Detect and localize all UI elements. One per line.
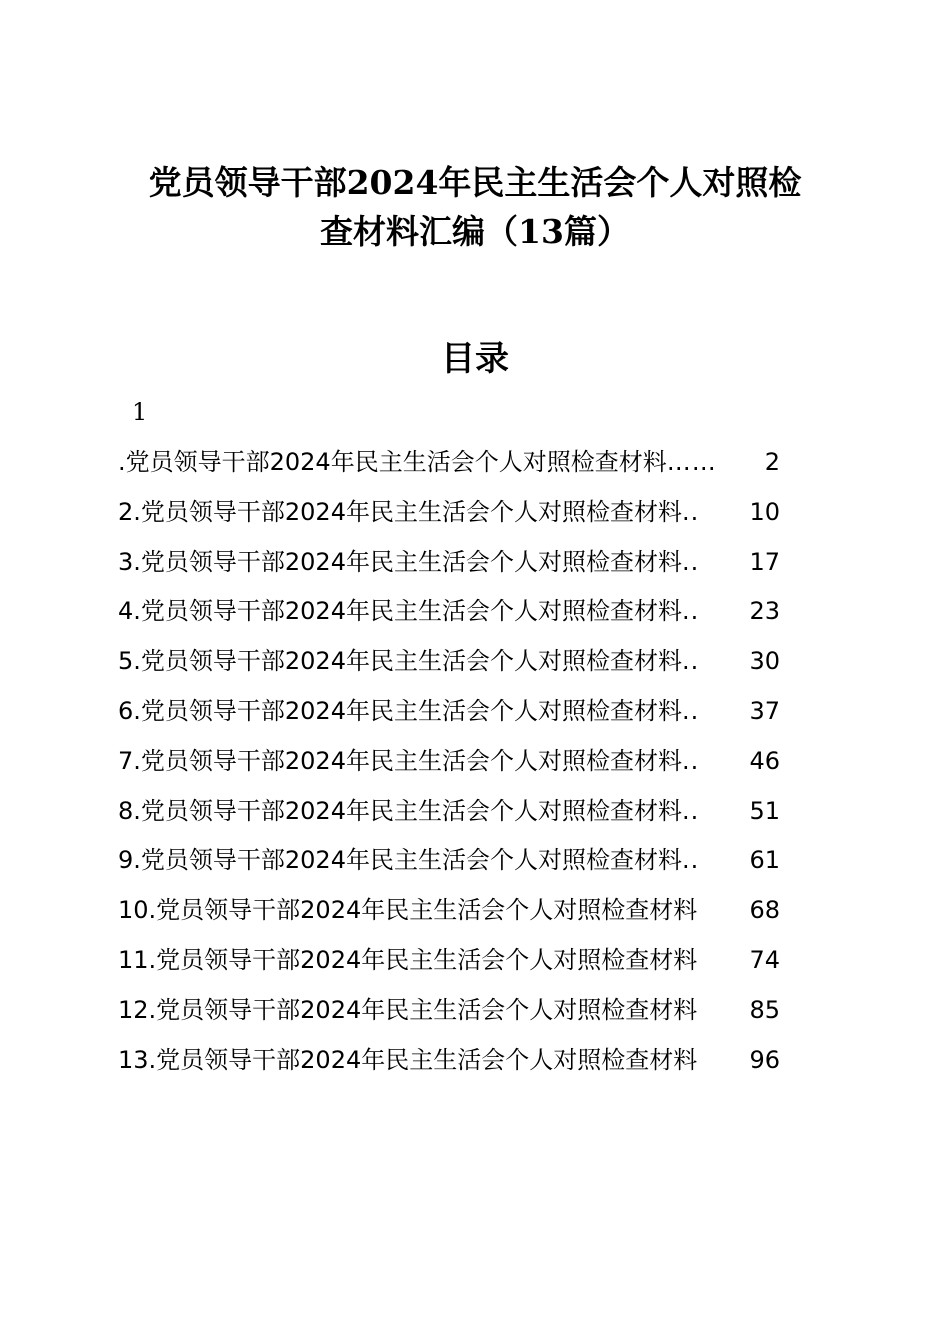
toc-entry-page-number[interactable]: 85 [749,995,780,1024]
toc-entry[interactable] [118,545,780,595]
toc-entry-page-number[interactable]: 30 [749,647,780,676]
document-title-line-1: 党员领导干部2024年民主生活会个人对照检 [148,163,802,202]
document-title-line-2: 查材料汇编（13篇） [320,212,630,251]
toc-entry-page-number[interactable]: 17 [749,547,780,576]
toc-entry-leader: .. [681,547,700,576]
toc-entry-leader: .. [681,597,700,626]
toc-entry-page-number[interactable]: 74 [749,945,780,974]
toc-entry-leader: .. [681,846,700,875]
toc-entry-title[interactable]: 6.党员领导干部2024年民主生活会个人对照检查材料 [118,696,682,725]
toc-entry-title[interactable]: 7.党员领导干部2024年民主生活会个人对照检查材料 [118,746,682,775]
toc-entry[interactable] [118,744,780,794]
toc-entry-page-number[interactable]: 2 [764,448,780,476]
toc-entry-page-number[interactable]: 61 [749,846,780,875]
toc-entry-title[interactable]: 8.党员领导干部2024年民主生活会个人对照检查材料 [118,796,682,825]
toc-entry-title[interactable]: 9.党员领导干部2024年民主生活会个人对照检查材料 [118,846,682,875]
toc-entry[interactable] [118,694,780,744]
toc-entry-leader: .. [681,746,700,775]
table-of-contents [118,445,780,1092]
toc-entry[interactable] [118,644,780,694]
toc-entry[interactable] [118,594,780,644]
toc-entry[interactable] [118,445,780,495]
toc-entry-title[interactable]: 3.党员领导干部2024年民主生活会个人对照检查材料 [118,547,682,576]
toc-entry[interactable] [118,993,780,1043]
toc-entry-title[interactable]: 13.党员领导干部2024年民主生活会个人对照检查材料 [118,1045,698,1074]
toc-entry-page-number[interactable]: 51 [749,796,780,825]
toc-entry-leader: .. [681,647,700,676]
toc-entry-leader: …… [666,448,717,476]
toc-entry-leader: .. [681,696,700,725]
toc-prefix-number: 1 [132,398,148,426]
toc-entry[interactable] [118,943,780,993]
toc-entry-title[interactable]: .党员领导干部2024年民主生活会个人对照检查材料 [118,448,667,476]
toc-entry-page-number[interactable]: 10 [749,497,780,526]
toc-entry[interactable] [118,495,780,545]
toc-entry-title[interactable]: 5.党员领导干部2024年民主生活会个人对照检查材料 [118,647,682,676]
toc-entry-title[interactable]: 4.党员领导干部2024年民主生活会个人对照检查材料 [118,597,682,626]
toc-entry[interactable] [118,893,780,943]
toc-entry-page-number[interactable]: 46 [749,746,780,775]
toc-entry-title[interactable]: 12.党员领导干部2024年民主生活会个人对照检查材料 [118,995,698,1024]
toc-entry-title[interactable]: 2.党员领导干部2024年民主生活会个人对照检查材料 [118,497,682,526]
toc-entry-leader: .. [681,497,700,526]
toc-entry[interactable] [118,794,780,844]
toc-entry-leader: .. [681,796,700,825]
toc-entry-title[interactable]: 10.党员领导干部2024年民主生活会个人对照检查材料 [118,896,698,925]
toc-entry-page-number[interactable]: 68 [749,896,780,925]
toc-entry-page-number[interactable]: 23 [749,597,780,626]
toc-heading: 目录 [441,339,509,379]
toc-entry-page-number[interactable]: 96 [749,1045,780,1074]
toc-entry[interactable] [118,1043,780,1093]
toc-entry-title[interactable]: 11.党员领导干部2024年民主生活会个人对照检查材料 [118,945,698,974]
toc-entry-page-number[interactable]: 37 [749,696,780,725]
toc-entry[interactable] [118,843,780,893]
